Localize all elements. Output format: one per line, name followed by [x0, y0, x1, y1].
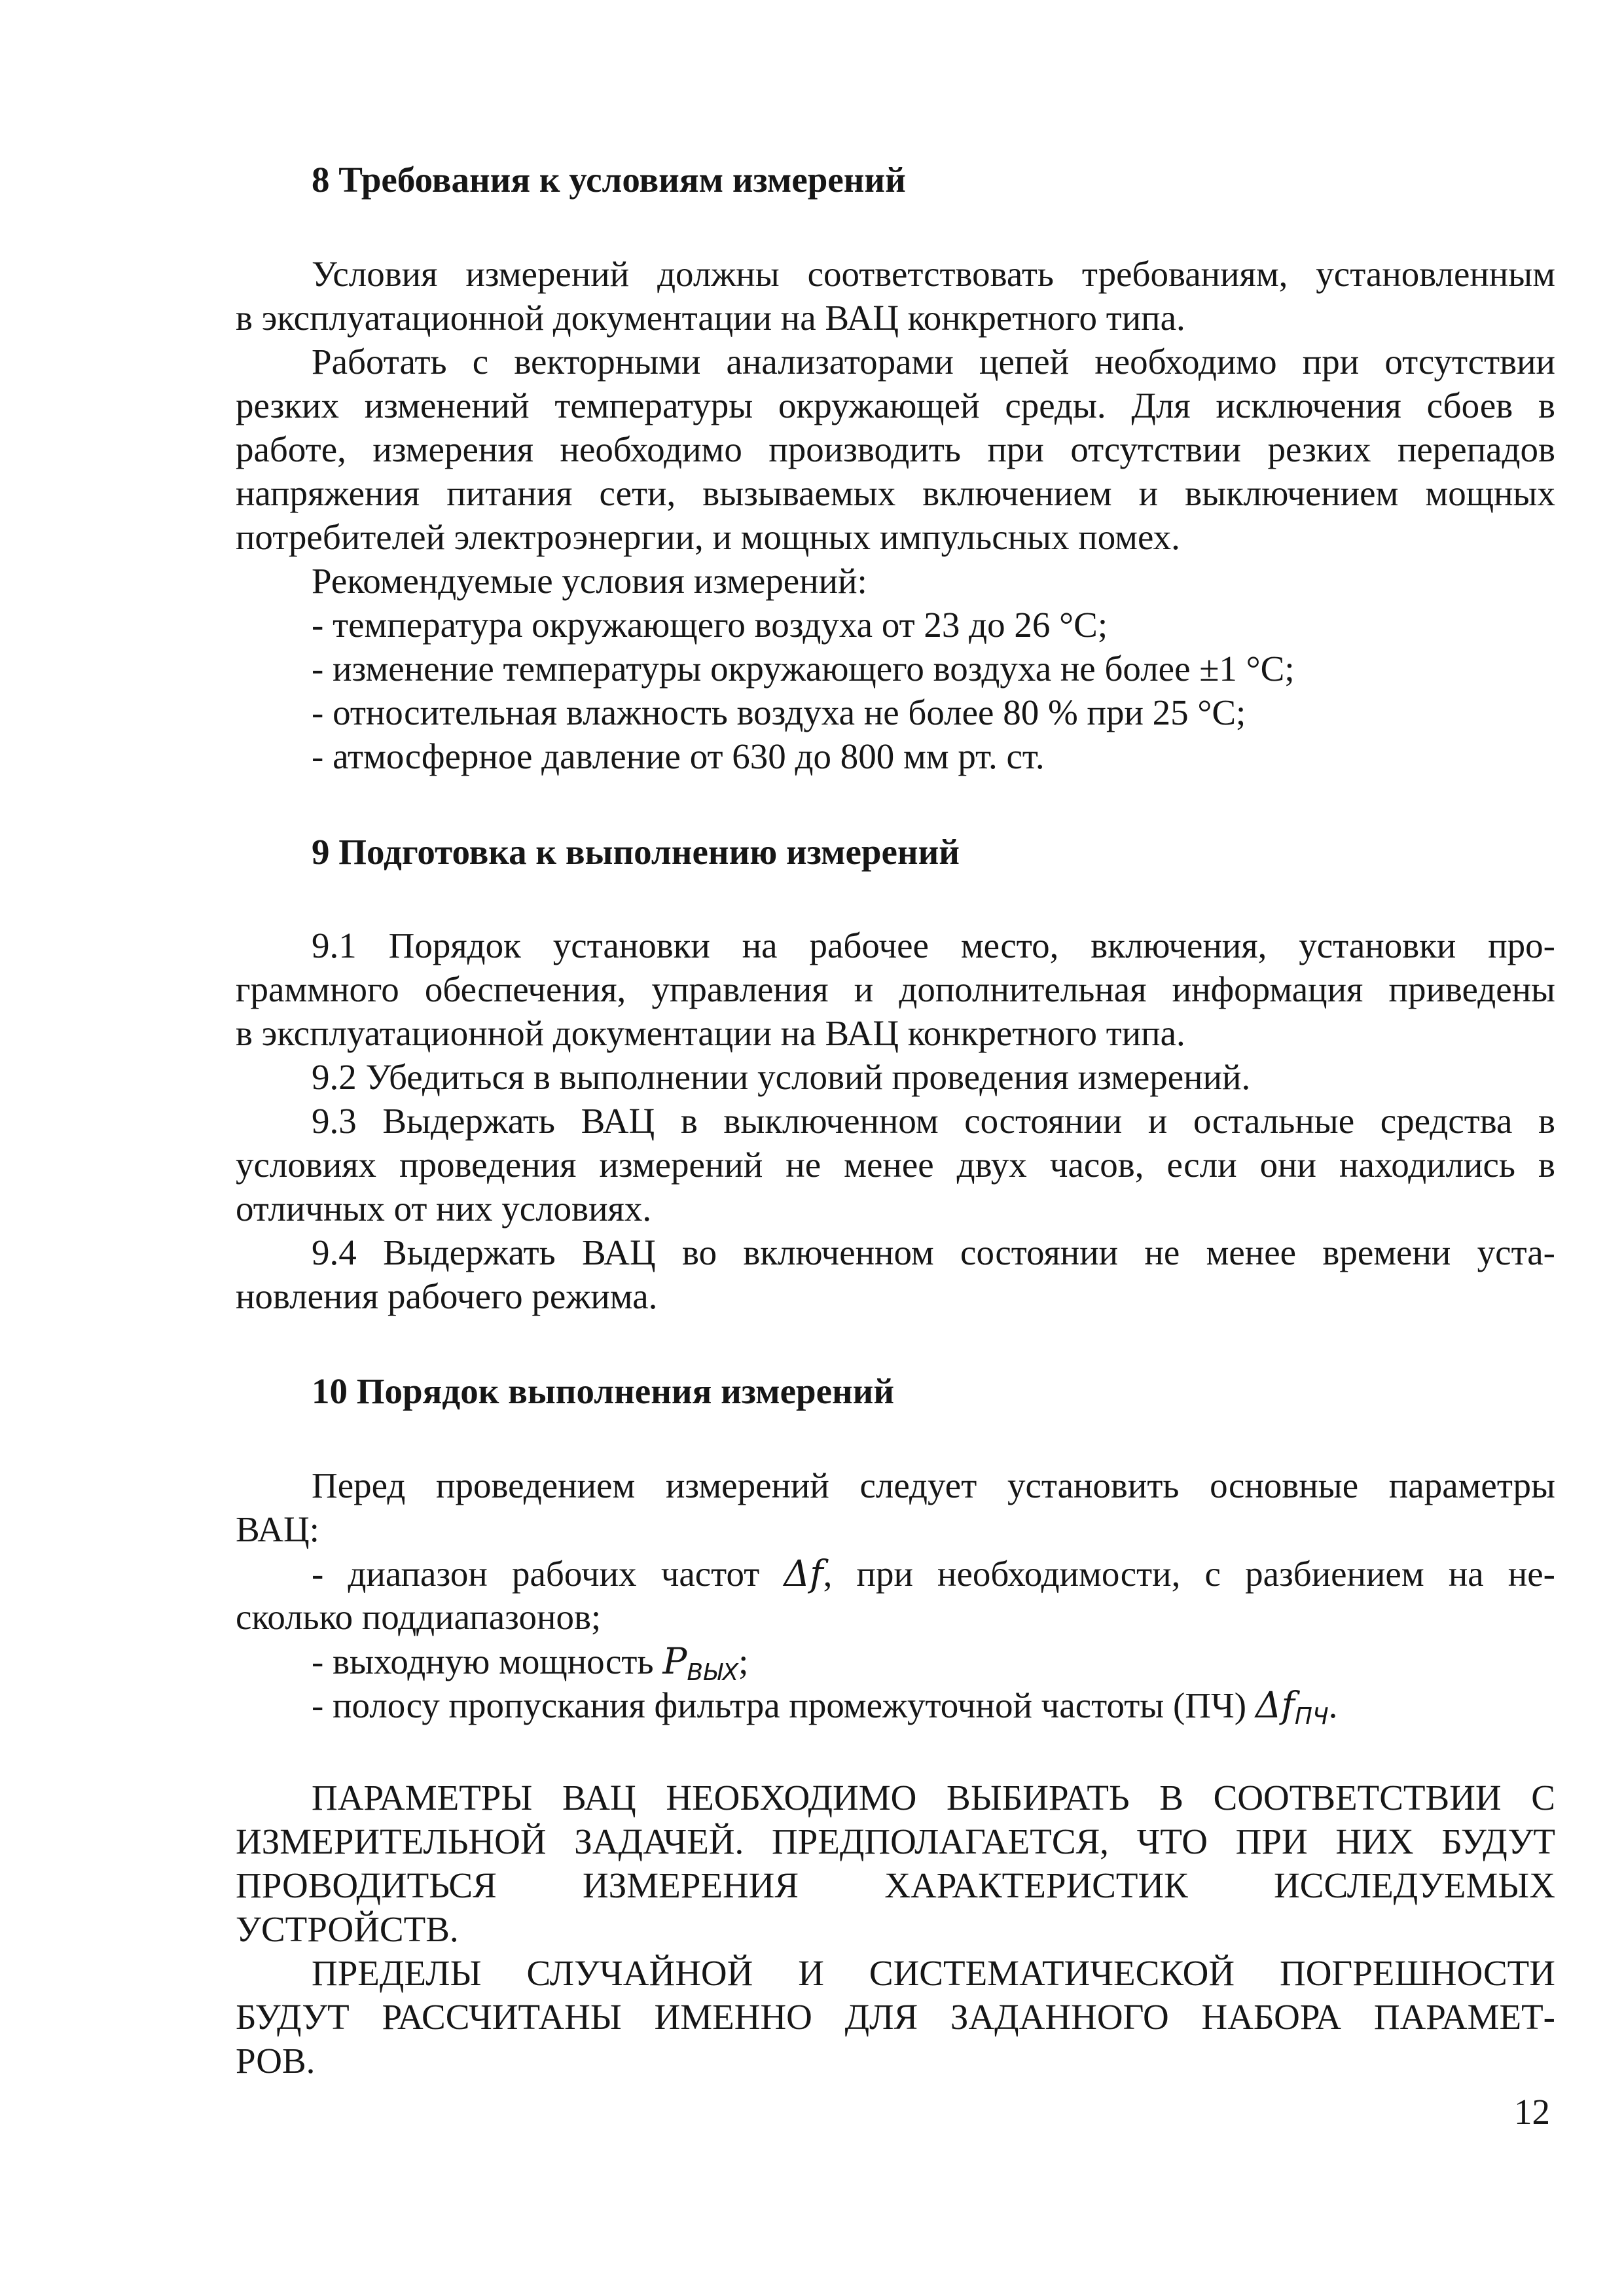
section-9-heading: 9 Подготовка к выполнению измерений	[312, 832, 960, 872]
paragraph-line: новления рабочего режима.	[236, 1276, 658, 1316]
list-item: - температура окружающего воздуха от 23 до 26 °C;	[312, 605, 1108, 645]
paragraph-line: Работать с векторными анализаторами цепей необходимо при отсутствии	[312, 342, 1555, 382]
caps-line: ПАРАМЕТРЫ ВАЦ НЕОБХОДИМО ВЫБИРАТЬ В СООТВЕТСТВИИ С	[312, 1778, 1555, 1818]
paragraph-line: Рекомендуемые условия измерений:	[312, 561, 867, 601]
paragraph-line: напряжения питания сети, вызываемых включением и выключением мощных	[236, 473, 1555, 513]
paragraph-line: условиях проведения измерений не менее двух часов, если они находились в	[236, 1145, 1555, 1185]
paragraph-line: резких изменений температуры окружающей среды. Для исключения сбоев в	[236, 386, 1555, 425]
delta-f-symbol: Δf	[1255, 1684, 1295, 1726]
paragraph-line: 9.1 Порядок установки на рабочее место, включения, установки про-	[312, 925, 1555, 965]
list-item-text: ;	[738, 1641, 749, 1681]
paragraph-line: ВАЦ:	[236, 1509, 319, 1549]
paragraph-line: 9.2 Убедиться в выполнении условий проведения измерений.	[312, 1057, 1251, 1097]
paragraph-line: Перед проведением измерений следует установить основные параметры	[312, 1465, 1555, 1505]
paragraph-line: в эксплуатационной документации на ВАЦ конкретного типа.	[236, 298, 1185, 338]
paragraph-line: сколько поддиапазонов;	[236, 1597, 602, 1637]
caps-line: ИЗМЕРИТЕЛЬНОЙ ЗАДАЧЕЙ. ПРЕДПОЛАГАЕТСЯ, ЧТО ПРИ НИХ БУДУТ	[236, 1821, 1555, 1861]
section-10-heading: 10 Порядок выполнения измерений	[312, 1371, 895, 1411]
page-number: 12	[1514, 2092, 1550, 2132]
paragraph-line: работе, измерения необходимо производить при отсутствии резких перепадов	[236, 429, 1555, 469]
paragraph-line: 9.3 Выдержать ВАЦ в выключенном состоянии и остальные средства в	[312, 1101, 1555, 1141]
list-item	[236, 1638, 1555, 1684]
caps-line: РОВ.	[236, 2041, 316, 2081]
list-item-text: .	[1328, 1685, 1338, 1725]
paragraph-line: потребителей электроэнергии, и мощных импульсных помех.	[236, 517, 1180, 557]
paragraph-line: Условия измерений должны соответствовать требованиям, установленным	[312, 254, 1555, 294]
caps-line: ПРЕДЕЛЫ СЛУЧАЙНОЙ И СИСТЕМАТИЧЕСКОЙ ПОГРЕШНОСТИ	[312, 1953, 1555, 1993]
p-symbol: P	[662, 1640, 687, 1682]
list-item: - атмосферное давление от 630 до 800 мм рт. ст.	[312, 736, 1045, 776]
list-item-text: , при необходимости, с разбиением на не-	[823, 1554, 1555, 1594]
list-item	[236, 1682, 1555, 1728]
list-item-text: - диапазон рабочих частот	[312, 1554, 760, 1594]
f-subscript: ПЧ	[1294, 1703, 1329, 1730]
paragraph-line: граммного обеспечения, управления и дополнительная информация приведены	[236, 969, 1555, 1009]
delta-f-symbol: Δf	[784, 1552, 823, 1594]
list-item: - относительная влажность воздуха не более 80 % при 25 °C;	[312, 692, 1246, 732]
paragraph-line: в эксплуатационной документации на ВАЦ конкретного типа.	[236, 1013, 1185, 1053]
list-item	[236, 1551, 1555, 1596]
paragraph-line: 9.4 Выдержать ВАЦ во включенном состоянии не менее времени уста-	[312, 1232, 1555, 1272]
paragraph-line: отличных от них условиях.	[236, 1189, 652, 1229]
caps-line: БУДУТ РАССЧИТАНЫ ИМЕННО ДЛЯ ЗАДАННОГО НАБОРА ПАРАМЕТ-	[236, 1997, 1555, 2037]
list-item-text: - полосу пропускания фильтра промежуточной частоты (ПЧ)	[312, 1685, 1247, 1725]
list-item: - изменение температуры окружающего воздуха не более ±1 °C;	[312, 649, 1295, 689]
caps-line: УСТРОЙСТВ.	[236, 1909, 459, 1949]
list-item-text: - выходную мощность	[312, 1641, 654, 1681]
section-8-heading: 8 Требования к условиям измерений	[312, 160, 906, 200]
p-subscript: ВЫХ	[687, 1659, 739, 1686]
caps-line: ПРОВОДИТЬСЯ ИЗМЕРЕНИЯ ХАРАКТЕРИСТИК ИССЛЕДУЕМЫХ	[236, 1865, 1555, 1905]
